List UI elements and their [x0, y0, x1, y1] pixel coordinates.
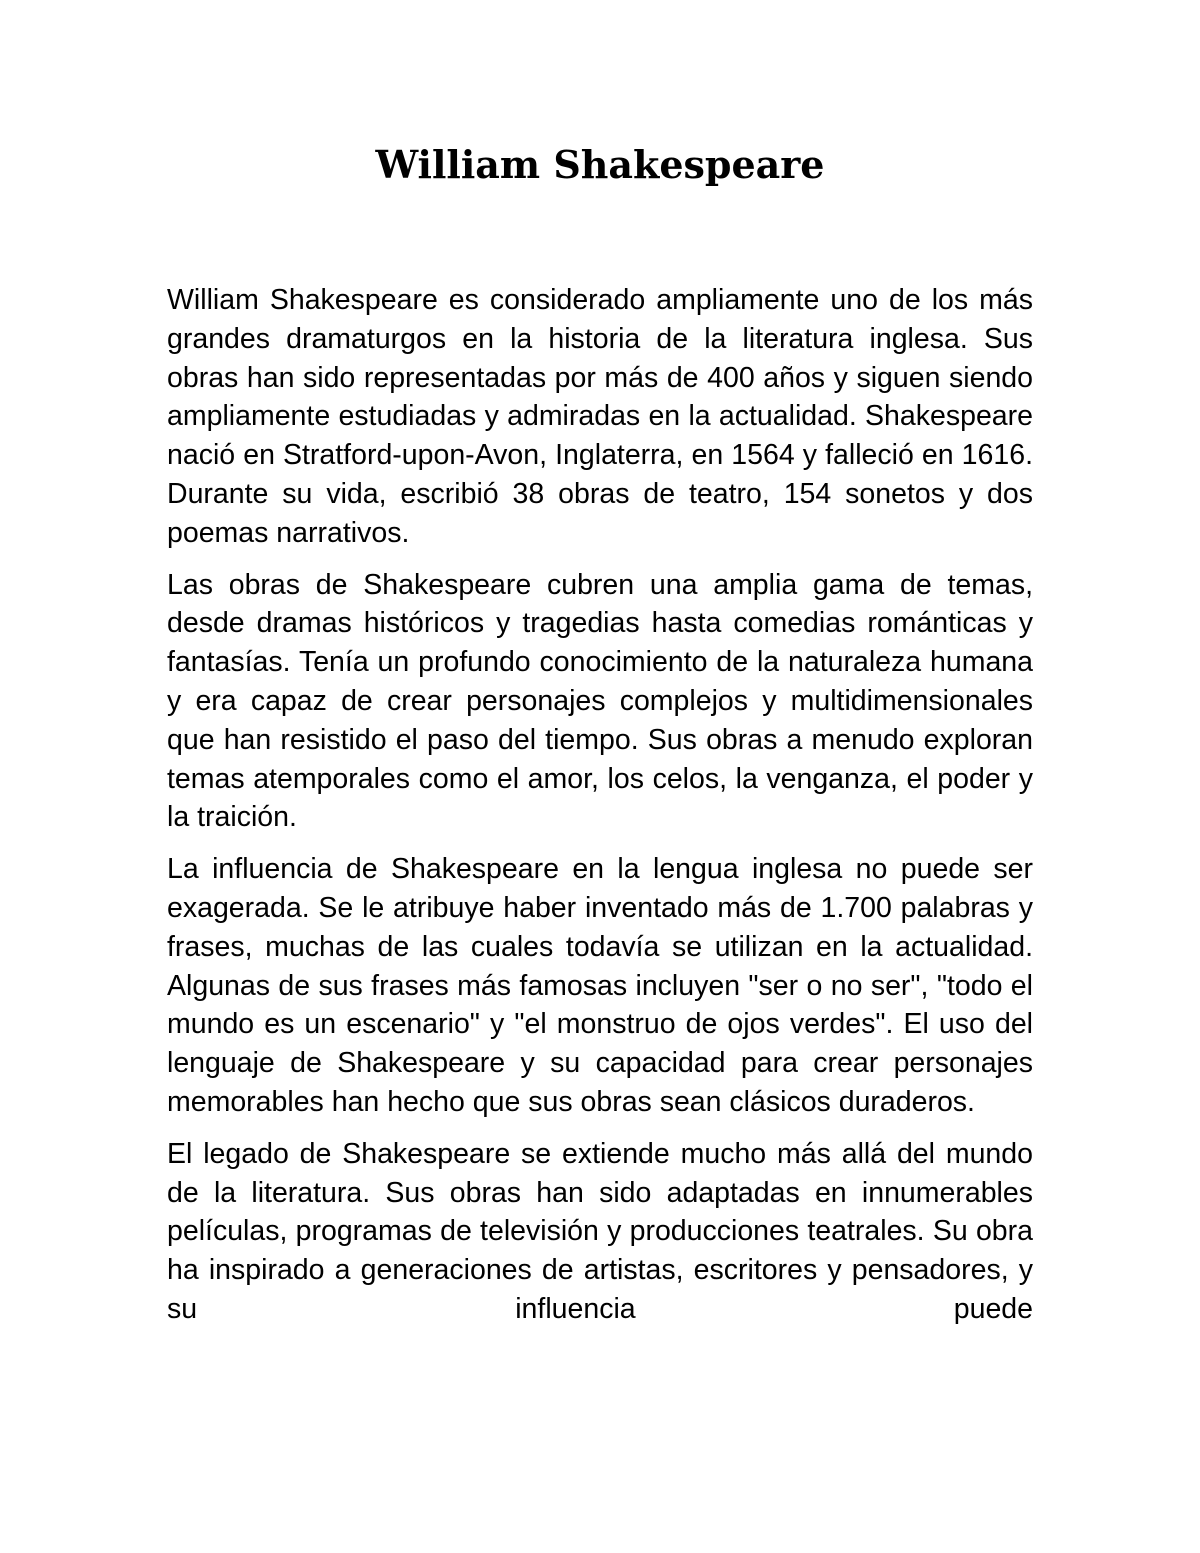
document-body — [167, 281, 1033, 1342]
paragraph-3: La influencia de Shakespeare en la lengua inglesa no puede ser exagerada. Se le atribuye haber inventado más de 1.700 palabras y frases, muchas de las cuales todavía se utilizan en la actualidad. Algunas de sus frases más famosas incluyen "ser o no ser", "todo el mundo es un escenario" y "el monstruo de ojos verdes". El uso del lenguaje de Shakespeare y su capacidad para crear personajes memorables han hecho que sus obras sean clásicos duraderos. — [167, 853, 1033, 1118]
paragraph-2: Las obras de Shakespeare cubren una amplia gama de temas, desde dramas históricos y tragedias hasta comedias románticas y fantasías. Tenía un profundo conocimiento de la naturaleza humana y era capaz de crear personajes complejos y multidimensionales que han resistido el paso del tiempo. Sus obras a menudo exploran temas atemporales como el amor, los celos, la venganza, el poder y la traición. — [167, 568, 1033, 834]
paragraph-4: El legado de Shakespeare se extiende mucho más allá del mundo de la literatura. Sus obras han sido adaptadas en innumerables películas, programas de televisión y producciones teatrales. Su obra ha inspirado a generaciones de artistas, escritores y pensadores, y su influencia puede — [167, 1137, 1033, 1325]
document-title: William Shakespeare — [375, 142, 825, 187]
paragraph-1: William Shakespeare es considerado ampliamente uno de los más grandes dramaturgos en la historia de la literatura inglesa. Sus obras han sido representadas por más de 400 años y siguen siendo ampliamente estudiadas y admiradas en la actualidad. Shakespeare nació en Stratford-upon-Avon, Inglaterra, en 1564 y falleció en 1616. Durante su vida, escribió 38 obras de teatro, 154 sonetos y dos poemas narrativos. — [167, 284, 1033, 549]
